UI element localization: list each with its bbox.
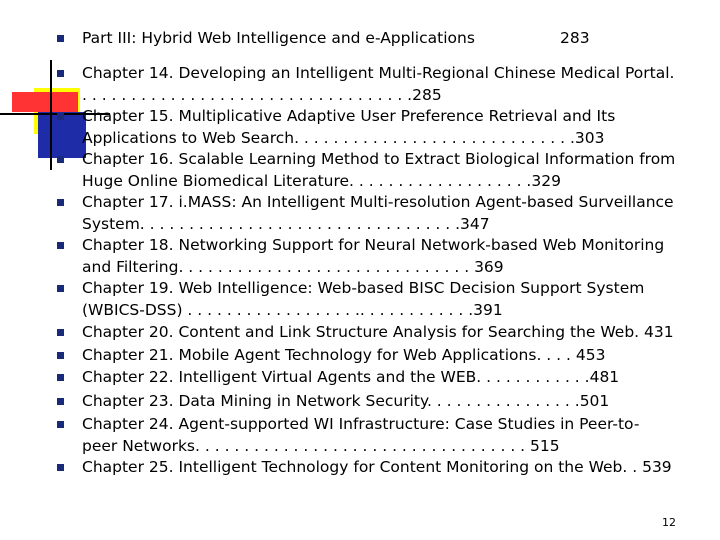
slide-number: 12 (662, 516, 676, 529)
bullet-icon (57, 35, 64, 42)
bullet-icon (57, 242, 64, 249)
chapter-line: Chapter 18. Networking Support for Neural Network-based Web Monitoring (82, 236, 665, 254)
chapter-line: and Filtering. . . . . . . . . . . . . . . . . . . . . . . . . . . . . . 369 (82, 258, 504, 276)
bullet-icon (57, 70, 64, 77)
bullet-icon (57, 352, 64, 359)
decor-red-bar (12, 92, 78, 112)
part-title: Part III: Hybrid Web Intelligence and e-Applications (82, 29, 475, 47)
chapter-line: Chapter 24. Agent-supported WI Infrastructure: Case Studies in Peer-to- (82, 415, 640, 433)
chapter-line: Chapter 21. Mobile Agent Technology for Web Applications. . . . 453 (82, 346, 606, 364)
chapter-line: Chapter 25. Intelligent Technology for Content Monitoring on the Web. . 539 (82, 458, 672, 476)
bullet-icon (57, 285, 64, 292)
chapter-line: Huge Online Biomedical Literature. . . . . . . . . . . . . . . . . . .329 (82, 172, 561, 190)
bullet-icon (57, 113, 64, 120)
bullet-icon (57, 464, 64, 471)
chapter-line: Chapter 22. Intelligent Virtual Agents and the WEB. . . . . . . . . . . .481 (82, 368, 620, 386)
bullet-icon (57, 329, 64, 336)
bullet-icon (57, 374, 64, 381)
chapter-line: Chapter 19. Web Intelligence: Web-based BISC Decision Support System (82, 279, 645, 297)
bullet-icon (57, 199, 64, 206)
chapter-line: System. . . . . . . . . . . . . . . . . . . . . . . . . . . . . . . . .347 (82, 215, 490, 233)
bullet-icon (57, 398, 64, 405)
chapter-line: Chapter 17. i.MASS: An Intelligent Multi-resolution Agent-based Surveillance (82, 193, 674, 211)
bullet-icon (57, 156, 64, 163)
decor-vertical-line (50, 60, 52, 170)
part-page-number: 283 (560, 29, 590, 47)
chapter-line: Chapter 14. Developing an Intelligent Multi-Regional Chinese Medical Portal. (82, 64, 675, 82)
chapter-line: Chapter 16. Scalable Learning Method to Extract Biological Information from (82, 150, 676, 168)
chapter-line: (WBICS-DSS) . . . . . . . . . . . . . . . . . .. . . . . . . . . . . .391 (82, 301, 503, 319)
chapter-line: Chapter 20. Content and Link Structure Analysis for Searching the Web. 431 (82, 323, 674, 341)
chapter-line: . . . . . . . . . . . . . . . . . . . . . . . . . . . . . . . . . .285 (82, 86, 442, 104)
chapter-line: peer Networks. . . . . . . . . . . . . . . . . . . . . . . . . . . . . . . . . . 515 (82, 437, 560, 455)
chapter-line: Applications to Web Search. . . . . . . . . . . . . . . . . . . . . . . . . . . . .303 (82, 129, 605, 147)
bullet-icon (57, 421, 64, 428)
chapter-line: Chapter 23. Data Mining in Network Security. . . . . . . . . . . . . . . .501 (82, 392, 610, 410)
chapter-line: Chapter 15. Multiplicative Adaptive User Preference Retrieval and Its (82, 107, 616, 125)
